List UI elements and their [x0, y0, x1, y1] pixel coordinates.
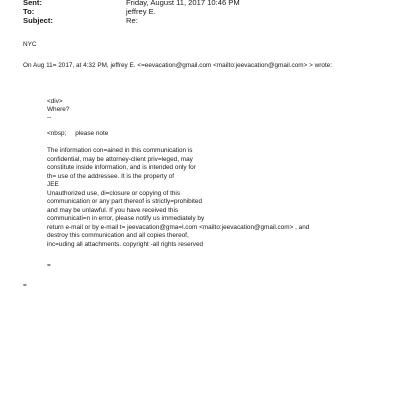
disclaimer-line: inc=uding all attachments. copyright -all rights reserved — [47, 240, 204, 248]
quote-div-tag: <div> — [47, 98, 63, 105]
disclaimer-line: communicati=n in error, please notify us immediately by — [47, 215, 205, 222]
to-label: To: — [23, 7, 35, 16]
disclaimer-line: The information con=ained in this communication is — [47, 147, 193, 154]
disclaimer-line: Unauthorized use, di=closure or copying of this — [47, 189, 181, 197]
disclaimer-line: and may be unlawful. If you have received this — [47, 206, 179, 214]
disclaimer-line: return e-mail or by e-mail t= jeevacation@gma=l.com <mailto:jeevacation@gmail.com> , and — [47, 223, 310, 231]
disclaimer-line: constitute inside information, and is intended only for — [47, 164, 196, 171]
quote-nbsp-line: <nbsp; please note — [47, 130, 109, 137]
disclaimer-line: JEE — [47, 181, 59, 188]
reply-text: NYC — [23, 41, 37, 48]
to-value: jeffrey E. — [126, 7, 156, 16]
disclaimer-block — [47, 147, 309, 249]
quote-question: Where? — [47, 106, 70, 113]
sent-value: Friday, August 11, 2017 10:46 PM — [126, 0, 240, 7]
sent-label: Sent: — [23, 0, 42, 7]
disclaimer-line: confidential, may be attorney-client priv=leged, may — [47, 155, 193, 163]
quote-equals-inner: = — [47, 262, 51, 269]
subject-value: Re: — [126, 16, 138, 25]
quote-equals-outer: = — [23, 282, 27, 289]
disclaimer-line: communication or any part thereof is strictly=prohibited — [47, 198, 203, 205]
disclaimer-line: th= use of the addressee. It is the property of — [47, 172, 175, 180]
quote-dash: -- — [47, 114, 52, 121]
subject-label: Subject: — [23, 16, 53, 25]
disclaimer-line: destroy this communication and all copies thereof, — [47, 232, 189, 239]
quote-attribution: On Aug 11= 2017, at 4:32 PM, jeffrey E. <=eevacation@gmail.com <mailto:jeevacation@gmail.com> > wrote: — [23, 62, 333, 69]
